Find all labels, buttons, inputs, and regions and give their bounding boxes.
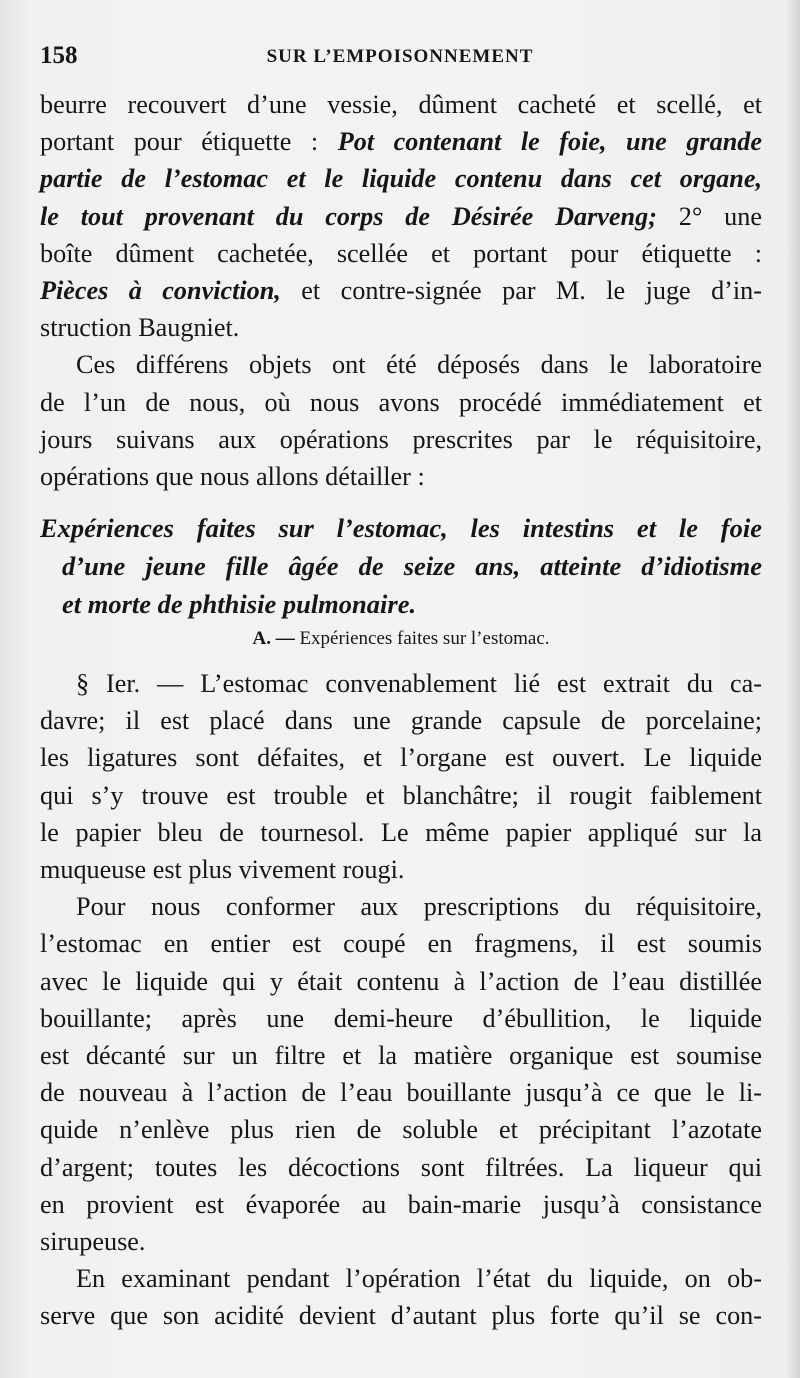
- text-line: beurre recouvert d’une vessie, dûment cacheté et scellé, et: [40, 90, 762, 119]
- text-line: de nouveau à l’action de l’eau bouillante jusqu’à ce que le li-: [40, 1078, 762, 1108]
- section-title-line: et morte de phthisie pulmonaire.: [62, 589, 417, 620]
- spacer: [40, 495, 762, 509]
- text-line: [40, 123, 762, 160]
- text-line: qui s’y trouve est trouble et blanchâtre; il rougit faiblement: [40, 780, 762, 810]
- text-line: sirupeuse.: [40, 1226, 146, 1256]
- text-line: muqueuse est plus vivement rougi.: [40, 855, 405, 884]
- page-body: [40, 86, 762, 1334]
- section-title: [40, 509, 762, 623]
- text-line: jours suivans aux opérations prescrites par le réquisitoire,: [40, 424, 762, 454]
- page-number: 158: [40, 42, 78, 69]
- text-run: 2° une: [678, 201, 762, 231]
- running-title: SUR L’EMPOISONNEMENT: [266, 46, 534, 67]
- text-line: davre; il est placé dans une grande capsule de porcelaine;: [40, 706, 762, 736]
- text-line: bouillante; après une demi-heure d’ébullition, le liquide: [40, 1003, 762, 1033]
- label-quote: Pot contenant le foie, une grande: [337, 127, 762, 157]
- text-line: struction Baugniet.: [40, 313, 240, 343]
- subheading-label: A. —: [252, 628, 295, 650]
- text-line: partie de l’estomac et le liquide contenu dans cet organe,: [40, 164, 762, 194]
- text-line: les ligatures sont défaites, et l’organe est ouvert. Le liquide: [40, 743, 762, 773]
- text-line: est décanté sur un filtre et la matière organique est soumise: [40, 1040, 762, 1070]
- paragraph-1: [40, 86, 762, 346]
- text-line: boîte dûment cachetée, scellée et portant pour étiquette :: [40, 238, 762, 268]
- text-line: § Ier. — L’estomac convenablement lié est extrait du ca-: [76, 669, 762, 699]
- text-line: Ces différens objets ont été déposés dans le laboratoire: [76, 350, 762, 380]
- text-line: le papier bleu de tournesol. Le même papier appliqué sur la: [40, 817, 762, 847]
- text-line: En examinant pendant l’opération l’état du liquide, on ob-: [76, 1264, 762, 1294]
- paragraph-4: [40, 888, 762, 1260]
- text-line: avec le liquide qui y était contenu à l’action de l’eau distillée: [40, 966, 762, 996]
- text-line: Pour nous conformer aux prescriptions du réquisitoire,: [76, 892, 762, 922]
- page-header: [40, 42, 760, 76]
- text-line: l’estomac en entier est coupé en fragmens, il est soumis: [40, 929, 762, 959]
- section-title-line: Expériences faites sur l’estomac, les intestins et le foie: [40, 513, 762, 544]
- label-quote: Pièces à conviction,: [40, 275, 281, 305]
- text-line: quide n’enlève plus rien de soluble et précipitant l’azotate: [40, 1115, 762, 1145]
- spacer: [40, 655, 762, 665]
- paragraph-5: [40, 1260, 762, 1334]
- text-run: portant pour étiquette :: [40, 127, 319, 157]
- text-line: de l’un de nous, où nous avons procédé immédiatement et: [40, 387, 762, 417]
- text-run: et contre-signée par M. le juge d’in-: [301, 275, 762, 305]
- subheading-text: Expériences faites sur l’estomac.: [299, 628, 550, 650]
- text-line: serve que son acidité devient d’autant plus forte qu’il se con-: [40, 1301, 762, 1331]
- text-line: [40, 272, 762, 309]
- text-line: en provient est évaporée au bain-marie jusqu’à consistance: [40, 1189, 762, 1219]
- paragraph-2: [40, 346, 762, 495]
- section-title-line: d’une jeune fille âgée de seize ans, atteinte d’idiotisme: [62, 551, 762, 582]
- subheading: [40, 623, 762, 655]
- paragraph-3: [40, 665, 762, 888]
- page-edge-shadow: [786, 0, 800, 1378]
- label-quote: le tout provenant du corps de Désirée Darveng;: [40, 201, 657, 231]
- text-line: [40, 198, 762, 235]
- text-line: d’argent; toutes les décoctions sont filtrées. La liqueur qui: [40, 1152, 762, 1182]
- text-line: opérations que nous allons détailler :: [40, 461, 425, 491]
